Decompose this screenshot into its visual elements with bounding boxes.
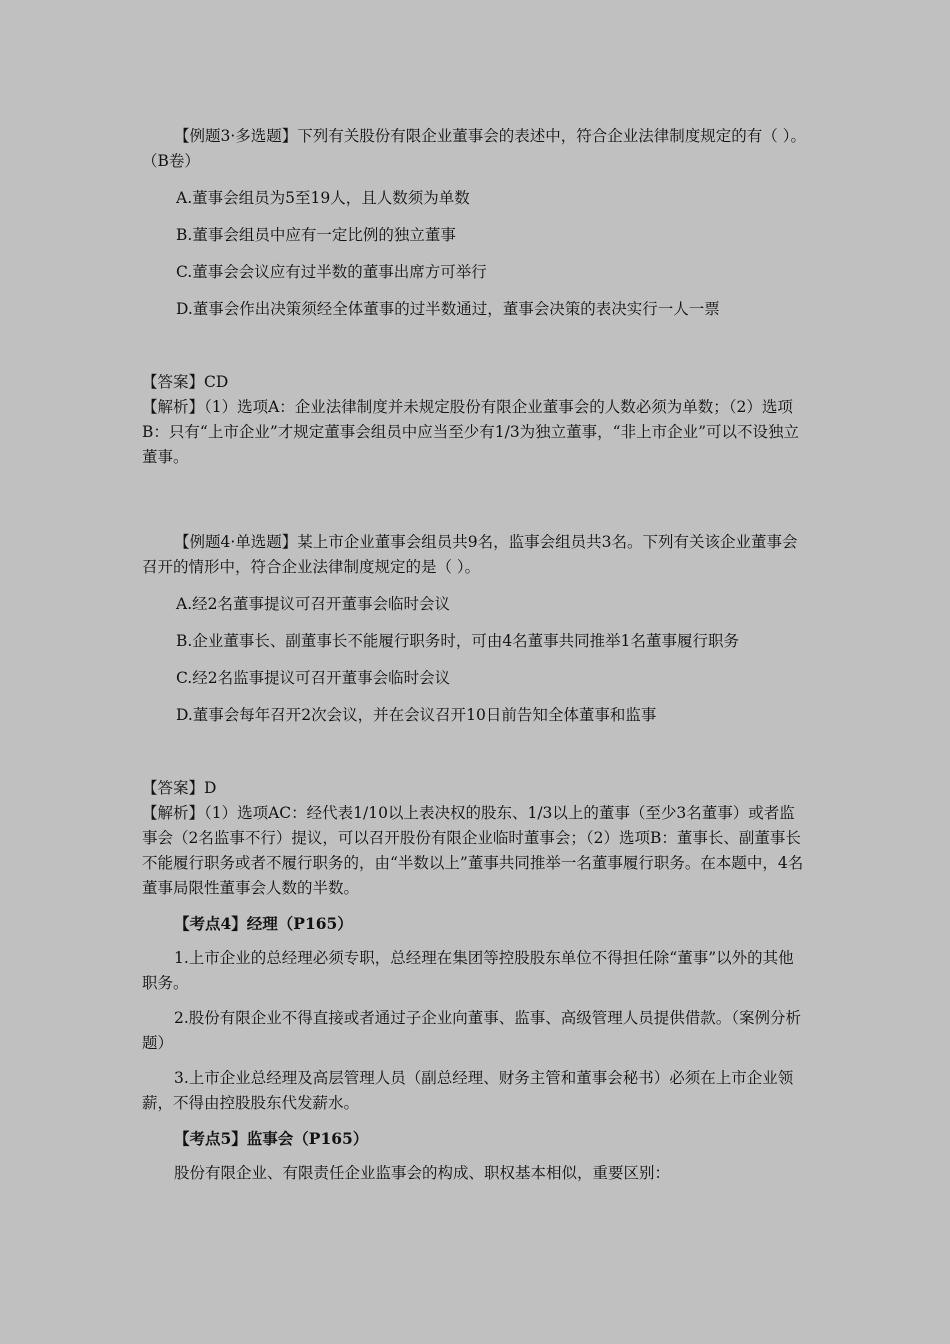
question-4-option-d: D.董事会每年召开2次会议，并在会议召开10日前告知全体董事和监事 bbox=[176, 706, 657, 724]
question-3-analysis: 【解析】（1）选项A：企业法律制度并未规定股份有限企业董事会的人数必须为单数；（2）选项B：只有“上市企业”才规定董事会组员中应当至少有1/3为独立董事，“非上市企业”可以不设独立董事。 bbox=[142, 398, 800, 466]
question-4-option-a: A.经2名董事提议可召开董事会临时会议 bbox=[176, 595, 450, 613]
point-5-title: 【考点5】监事会（P165） bbox=[174, 1129, 369, 1148]
question-4-stem: 【例题4·单选题】某上市企业董事会组员共9名，监事会组员共3名。下列有关该企业董事会召开的情形中，符合企业法律制度规定的是（ ）。 bbox=[142, 533, 798, 576]
question-3-option-d: D.董事会作出决策须经全体董事的过半数通过，董事会决策的表决实行一人一票 bbox=[176, 300, 720, 318]
question-4-analysis: 【解析】（1）选项AC：经代表1/10以上表决权的股东、1/3以上的董事（至少3名董事）或者监事会（2名监事不行）提议，可以召开股份有限企业临时董事会；（2）选项B：董事长、副董事长不能履行职务或者不履行职务的，由“半数以上”董事共同推举一名董事履行职务。在本题中，4名董事局限性董事会人数的半数。 bbox=[142, 804, 804, 897]
point-4-title: 【考点4】经理（P165） bbox=[174, 914, 353, 933]
question-4-option-b: B.企业董事长、副董事长不能履行职务时，可由4名董事共同推举1名董事履行职务 bbox=[176, 632, 740, 650]
point-4-item-1: 1.上市企业的总经理必须专职，总经理在集团等控股股东单位不得担任除“董事”以外的其他职务。 bbox=[142, 949, 794, 992]
point-4-item-3: 3.上市企业总经理及高层管理人员（副总经理、财务主管和董事会秘书）必须在上市企业领薪，不得由控股股东代发薪水。 bbox=[142, 1069, 794, 1112]
question-3-option-a: A.董事会组员为5至19人，且人数须为单数 bbox=[176, 189, 470, 207]
point-4-item-2: 2.股份有限企业不得直接或者通过子企业向董事、监事、高级管理人员提供借款。（案例分析题） bbox=[142, 1009, 802, 1052]
question-3-option-c: C.董事会会议应有过半数的董事出席方可举行 bbox=[176, 263, 487, 281]
question-3-answer: 【答案】CD bbox=[142, 373, 229, 391]
point-5-text: 股份有限企业、有限责任企业监事会的构成、职权基本相似，重要区别： bbox=[174, 1164, 671, 1182]
question-4-option-c: C.经2名监事提议可召开董事会临时会议 bbox=[176, 669, 451, 687]
question-3-option-b: B.董事会组员中应有一定比例的独立董事 bbox=[176, 226, 456, 244]
question-4-answer: 【答案】D bbox=[142, 779, 217, 797]
question-3-stem: 【例题3·多选题】下列有关股份有限企业董事会的表述中，符合企业法律制度规定的有（ ）。（B卷） bbox=[142, 127, 806, 170]
